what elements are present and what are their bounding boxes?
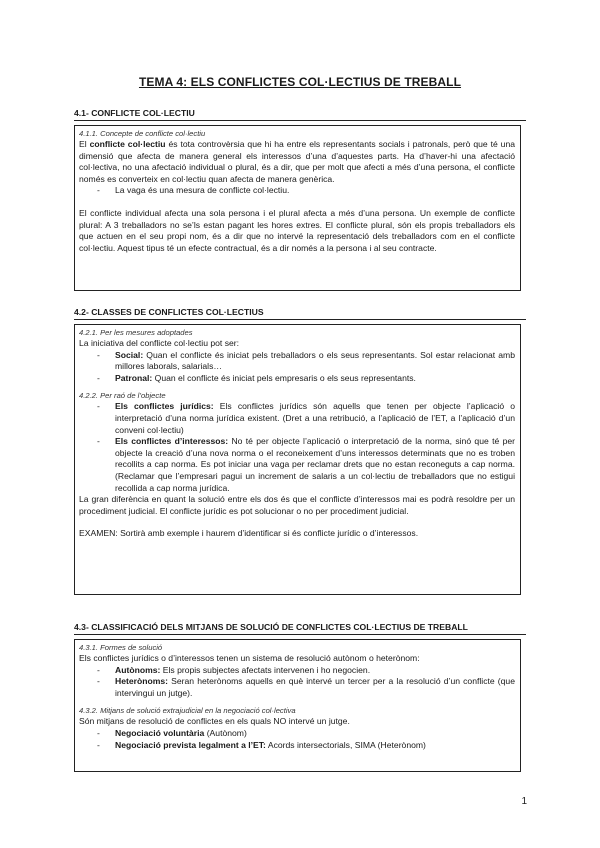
paragraph: La iniciativa del conflicte col·lectiu pot ser: [79,338,240,348]
paragraph: El conflicte individual afecta una sola persona i el plural afecta a més d’una persona. Un exemple de conflicte plural: A 3 treballadors no se’ls estan pagant les hores extres. El conflicte plural, són els propis treballadors els que actuen en el seu propi nom, és a dir que no intervé la representació dels treballadors com en el conflicte col·lectiu. Aquest tipus té un efecte contractual, és a dir només a la persona i al seu contracte. [79,207,515,253]
section-heading-4-2: 4.2- CLASSES DE CONFLICTES COL·LECTIUS [74,307,264,317]
paragraph: Els conflictes jurídics o d’interessos tenen un sistema de resolució autònom o heterònom: [79,653,420,663]
paragraph: EXAMEN: Sortirà amb exemple i haurem d’identificar si és conflicte jurídic o d’interessos. [79,528,419,539]
paragraph: La gran diferència en quant la solució entre els dos és que el conflicte d’interessos mai es podrà resoldre per un procediment judicial. El conflicte jurídic es pot solucionar o no per procediment judicial. [79,494,515,516]
paragraph: Són mitjans de resolució de conflictes en els quals NO intervé un jutge. [79,716,350,727]
section-box-4-2 [74,324,521,595]
section-rule [74,120,526,121]
subheading-4-3-2: 4.3.2. Mitjans de solució extrajudicial en la negociació col·lectiva [79,706,296,716]
paragraph: El conflicte col·lectiu és tota controvèrsia que hi ha entre els representants socials i patronals, però que té una dimensió que afecta de manera general els interessos d’una d’aquestes parts. Ha d’haver-hi una afectació col·lectiva, no una afectació individual o plural, és a dir, que per molt que afecti a més d’una persona, el conflicte només es converteix en col·lectiu quan afecta de manera genèrica. [79,139,516,184]
list-item: - Heterònoms: Seran heterònoms aquells en què intervé un tercer per a la resolució d’un conflicte (que intervingui un jutge). [97,676,515,698]
page-title: TEMA 4: ELS CONFLICTES COL·LECTIUS DE TREBALL [138,75,462,89]
section-rule [74,319,526,320]
subheading-4-2-2: 4.2.2. Per raó de l’objecte [79,391,166,401]
list-item: - Els conflictes jurídics: Els conflictes jurídics són aquells que tenen per objecte l’aplicació o interpretació d’una norma jurídica existent. (Dret a una retribució, a l’aplicació de l’ET, a l’aplicació d’un conveni col·lectiu) [97,401,515,435]
section-box-4-3 [74,639,521,772]
list-item: - Negociació voluntària (Autònom) [97,727,247,738]
section-box-4-1 [74,125,521,291]
list-item: - Negociació prevista legalment a l’ET: Acords intersectorials, SIMA (Heterònom) [97,739,426,750]
list-item: - Social: Quan el conflicte és iniciat pels treballadors o els seus representants. Sol estar relacionat amb millores laborals, salarials… [97,349,515,372]
subheading-4-1-1: 4.1.1. Concepte de conflicte col·lectiu [79,129,206,138]
list-item: - Els conflictes d’interessos: No té per objecte l’aplicació o interpretació de la norma, sinó que té per objecte la creació d’una nova norma o el reconeixement d’uns interessos determinats que no es troben recollits a cap norma. Es pot iniciar una vaga per reclamar drets que no estan reconeguts a cap norma. (Reclamar que l’empresari pagui un increment de salaris a un col·lectiu de treballadors que no estigui recollida a cap norma jurídica. [97,436,515,493]
list-item: - Patronal: Quan el conflicte és iniciat pels empresaris o els seus representants. [97,372,416,383]
bold-term: conflicte col·lectiu [89,139,166,149]
list-item: - La vaga és una mesura de conflicte col·lectiu. [97,185,290,196]
section-heading-4-1: 4.1- CONFLICTE COL·LECTIU [74,108,195,118]
page-number: 1 [521,796,527,807]
section-rule [74,634,526,635]
subheading-4-2-1: 4.2.1. Per les mesures adoptades [79,328,193,337]
section-heading-4-3: 4.3- CLASSIFICACIÓ DELS MITJANS DE SOLUCIÓ DE CONFLICTES COL·LECTIUS DE TREBALL [74,622,468,632]
list-item: - Autònoms: Els propis subjectes afectats intervenen i ho negocien. [97,664,371,675]
subheading-4-3-1: 4.3.1. Formes de solució [79,643,163,652]
